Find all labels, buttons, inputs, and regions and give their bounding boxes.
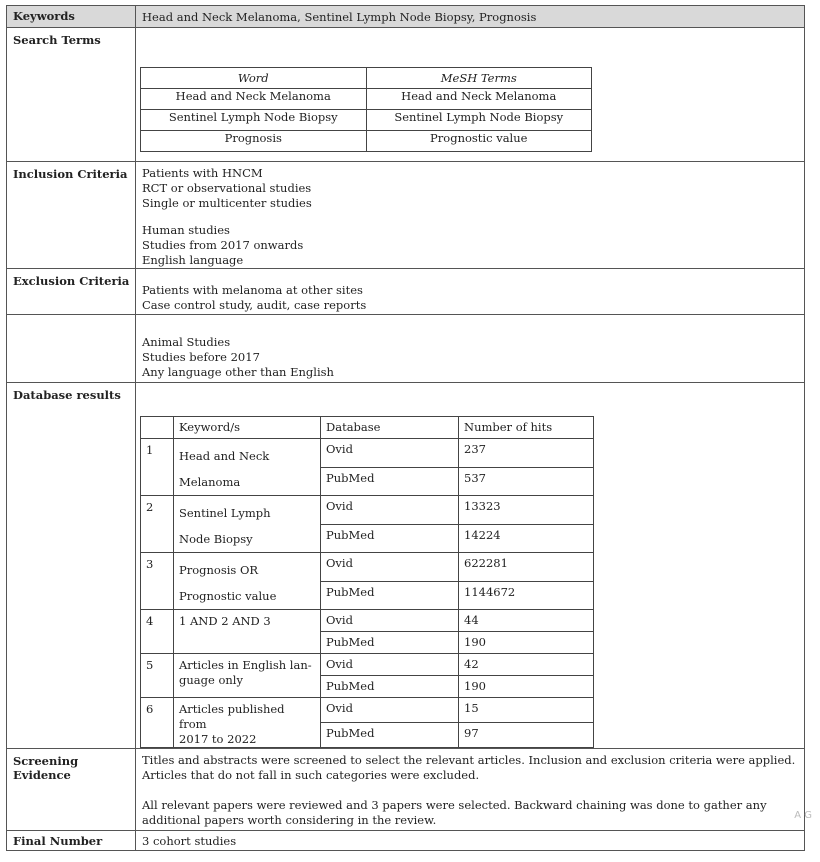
keyword-cell: Articles published from 2017 to 2022: [174, 698, 321, 748]
table-row: [141, 654, 594, 676]
database-cell: [136, 383, 805, 749]
table-row: [141, 131, 592, 152]
search-mesh: Head and Neck Melanoma: [366, 89, 592, 110]
hit-count: 42: [459, 654, 594, 676]
database-name: Ovid: [321, 610, 459, 632]
table-row: [141, 698, 594, 723]
final-number-row: [7, 831, 805, 851]
hit-count: 14224: [459, 524, 594, 553]
keywords-value: Head and Neck Melanoma, Sentinel Lymph Node Biopsy, Prognosis: [136, 6, 805, 28]
hit-count: 44: [459, 610, 594, 632]
list-item: Studies from 2017 onwards: [142, 238, 304, 252]
screening-row: [7, 749, 805, 831]
list-item: Case control study, audit, case reports: [142, 298, 367, 312]
keyword-cell: Sentinel Lymph Node Biopsy: [174, 496, 321, 553]
screening-label: Screening Evidence: [7, 749, 136, 831]
search-terms-label: Search Terms: [7, 28, 136, 162]
hit-count: 15: [459, 698, 594, 723]
table-row: [141, 439, 594, 468]
hit-count: 97: [459, 723, 594, 748]
database-label: Database results: [7, 383, 136, 749]
search-terms-header-mesh: MeSH Terms: [366, 68, 592, 89]
database-row: [7, 383, 805, 749]
row-number: 4: [141, 610, 174, 654]
database-name: Ovid: [321, 654, 459, 676]
list-item: Patients with HNCM: [142, 166, 263, 180]
list-item: Patients with melanoma at other sites: [142, 283, 363, 297]
search-mesh: Prognostic value: [366, 131, 592, 152]
db-header-hits: Number of hits: [459, 417, 594, 439]
database-name: PubMed: [321, 467, 459, 496]
db-header-keywords: Keyword/s: [174, 417, 321, 439]
exclusion-list-continued: [136, 315, 805, 383]
search-word: Sentinel Lymph Node Biopsy: [141, 110, 367, 131]
keyword-cell: Articles in English lan- guage only: [174, 654, 321, 698]
list-item: Human studies: [142, 223, 230, 237]
database-name: PubMed: [321, 723, 459, 748]
keyword-cell: 1 AND 2 AND 3: [174, 610, 321, 654]
database-name: Ovid: [321, 553, 459, 582]
final-number-value: 3 cohort studies: [136, 831, 805, 851]
database-name: PubMed: [321, 581, 459, 610]
search-terms-cell: [136, 28, 805, 162]
hit-count: 622281: [459, 553, 594, 582]
list-item: English language: [142, 253, 244, 267]
list-item: Animal Studies: [142, 335, 231, 349]
screening-text: [136, 749, 805, 831]
database-name: Ovid: [321, 698, 459, 723]
hit-count: 190: [459, 632, 594, 654]
hit-count: 13323: [459, 496, 594, 525]
database-name: PubMed: [321, 676, 459, 698]
search-terms-table: [140, 67, 592, 152]
final-number-label: Final Number: [7, 831, 136, 851]
table-row: [141, 496, 594, 525]
database-name: Ovid: [321, 439, 459, 468]
row-number: 2: [141, 496, 174, 553]
screening-paragraph: All relevant papers were reviewed and 3 papers were selected. Backward chaining was done to gather any additional papers worth considering in the review.: [142, 798, 767, 827]
screening-paragraph: Titles and abstracts were screened to select the relevant articles. Inclusion and exclusion criteria were applied. Articles that do not fall in such categories were excluded.: [142, 753, 796, 782]
list-item: Any language other than English: [142, 365, 334, 379]
exclusion-continued-row: [7, 315, 805, 383]
table-row: [141, 110, 592, 131]
table-row: [141, 553, 594, 582]
search-word: Head and Neck Melanoma: [141, 89, 367, 110]
hit-count: 1144672: [459, 581, 594, 610]
table-row: [141, 610, 594, 632]
db-header-database: Database: [321, 417, 459, 439]
hit-count: 537: [459, 467, 594, 496]
row-number: 3: [141, 553, 174, 610]
hit-count: 190: [459, 676, 594, 698]
search-terms-row: [7, 28, 805, 162]
review-protocol-table: [6, 5, 805, 851]
keywords-row: [7, 6, 805, 28]
search-terms-header-word: Word: [141, 68, 367, 89]
watermark-text: A G: [794, 810, 812, 821]
keywords-label: Keywords: [7, 6, 136, 28]
table-row: [141, 89, 592, 110]
hit-count: 237: [459, 439, 594, 468]
keyword-cell: Prognosis OR Prognostic value: [174, 553, 321, 610]
list-item: RCT or observational studies: [142, 181, 312, 195]
exclusion-list: [136, 269, 805, 315]
exclusion-label: Exclusion Criteria: [7, 269, 136, 315]
exclusion-row: [7, 269, 805, 315]
row-number: 6: [141, 698, 174, 748]
keyword-cell: Head and Neck Melanoma: [174, 439, 321, 496]
database-name: PubMed: [321, 524, 459, 553]
database-name: PubMed: [321, 632, 459, 654]
list-item: Studies before 2017: [142, 350, 260, 364]
search-mesh: Sentinel Lymph Node Biopsy: [366, 110, 592, 131]
search-word: Prognosis: [141, 131, 367, 152]
list-item: Single or multicenter studies: [142, 196, 312, 210]
row-number: 1: [141, 439, 174, 496]
inclusion-list: [136, 162, 805, 269]
inclusion-row: [7, 162, 805, 269]
database-name: Ovid: [321, 496, 459, 525]
row-number: 5: [141, 654, 174, 698]
database-results-table: [140, 416, 594, 748]
inclusion-label: Inclusion Criteria: [7, 162, 136, 269]
